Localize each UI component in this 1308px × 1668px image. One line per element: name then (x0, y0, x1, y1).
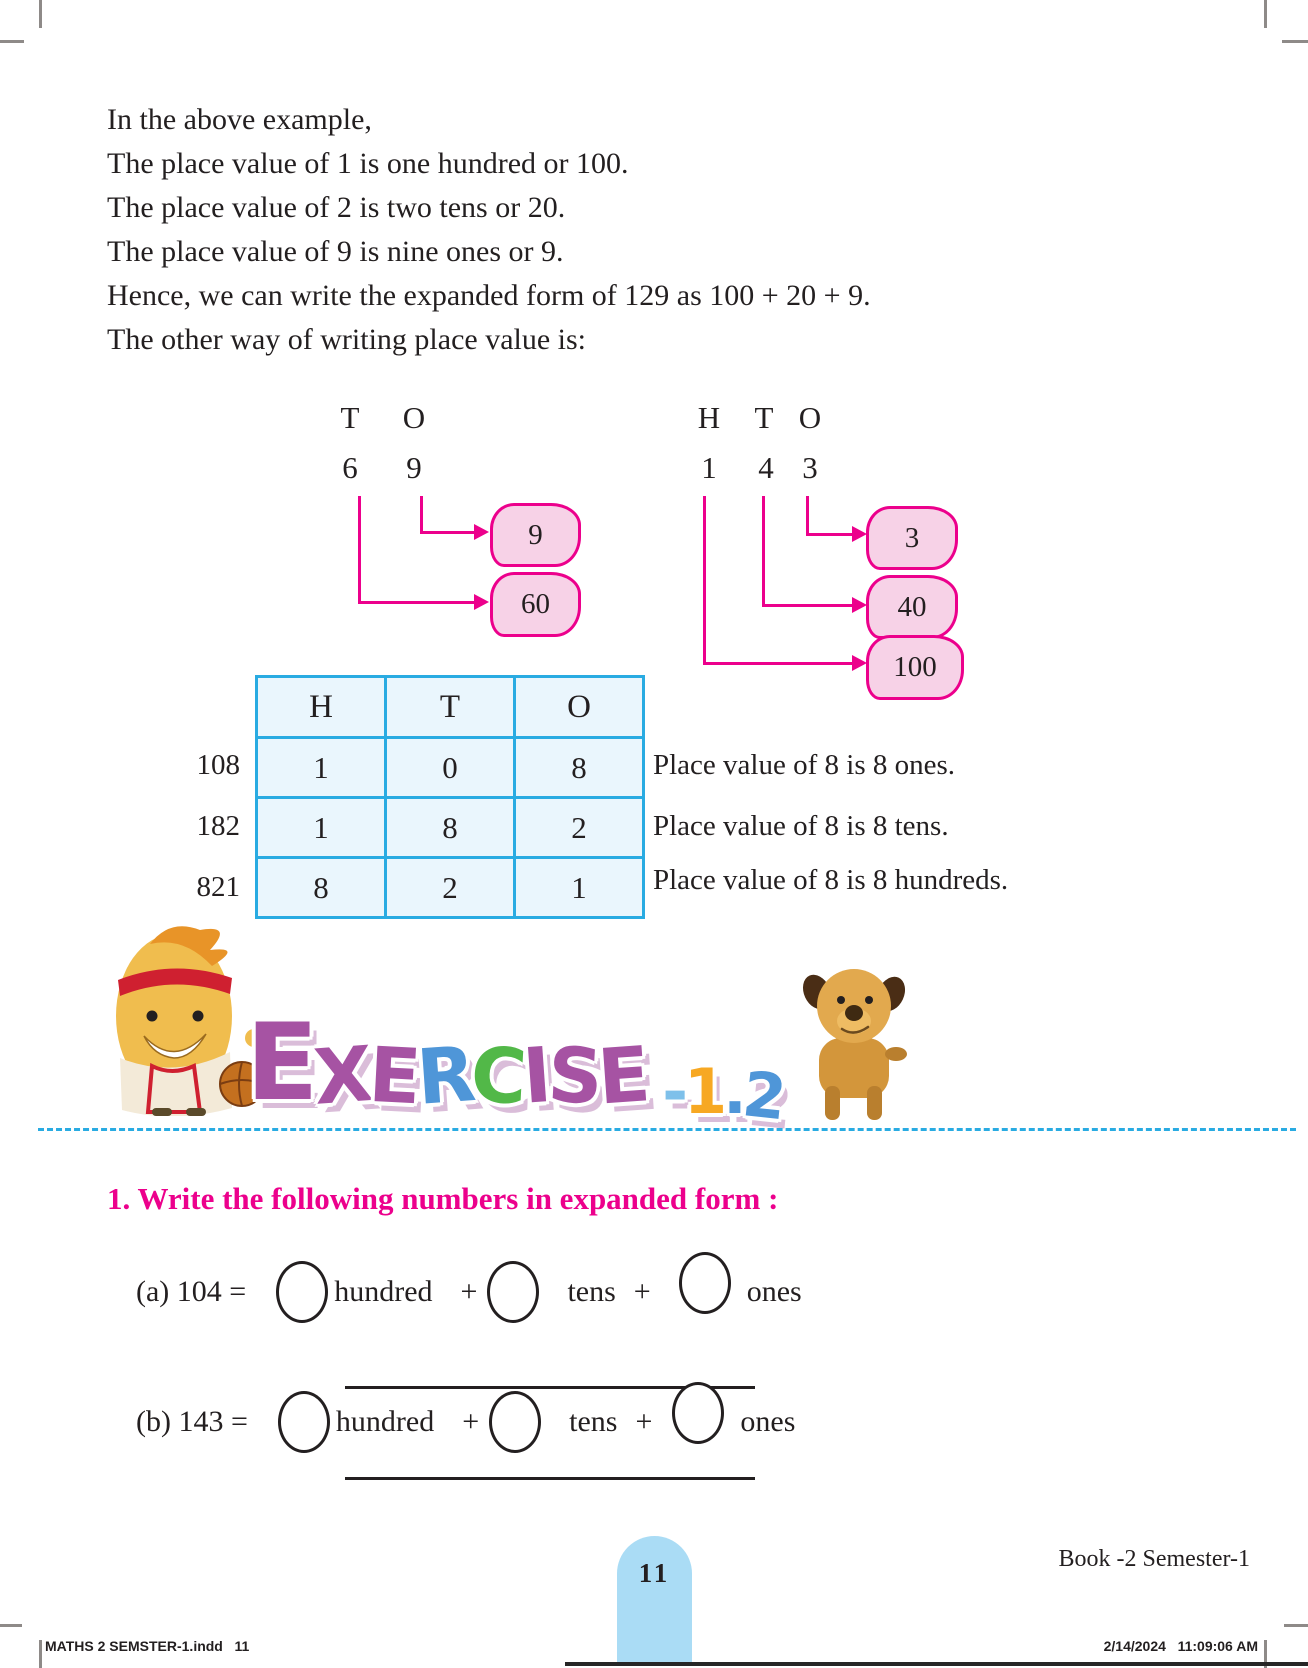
expansion-value: 60 (521, 588, 550, 620)
intro-line: The place value of 1 is one hundred or 100. (107, 147, 629, 180)
unit-label: hundred (334, 1275, 433, 1308)
intro-line: The place value of 2 is two tens or 20. (107, 191, 566, 224)
table-cell: 1 (257, 798, 386, 858)
intro-line: The place value of 9 is nine ones or 9. (107, 235, 564, 268)
place-value-note: Place value of 8 is 8 ones. (653, 749, 956, 781)
crop-mark (0, 40, 24, 43)
hto-digit-ones: 3 (802, 450, 818, 485)
answer-circle-hundreds[interactable] (278, 1391, 330, 1453)
table-cell: 1 (515, 858, 644, 918)
unit-label: ones (746, 1275, 802, 1308)
banner-letter: 2 (738, 1057, 786, 1135)
table-header-cell: T (386, 677, 515, 738)
item-label: (b) 143 = (136, 1405, 248, 1438)
crop-mark (39, 0, 42, 28)
to-digit-ones: 9 (406, 450, 422, 485)
table-cell: 8 (386, 798, 515, 858)
connector-line (703, 662, 856, 665)
banner-letter: E (246, 1000, 315, 1124)
intro-text (107, 98, 871, 362)
arrow-right-icon (852, 655, 867, 671)
mascot-dog (795, 958, 913, 1126)
expansion-value: 3 (904, 521, 920, 554)
banner-letter: C (469, 1029, 526, 1121)
plus-sign: + (635, 1405, 653, 1438)
table-row (257, 858, 644, 918)
connector-line (806, 533, 856, 536)
answer-circle-ones[interactable] (679, 1252, 731, 1314)
unit-label: tens (569, 1405, 618, 1438)
banner-letter: . (723, 1055, 743, 1129)
connector-line (420, 496, 423, 534)
banner-letter: E (366, 1029, 420, 1121)
expansion-bubble (490, 503, 581, 567)
connector-line (762, 496, 765, 607)
plus-sign: + (460, 1275, 478, 1308)
item-label: (a) 104 = (136, 1275, 247, 1308)
banner-letter: S (545, 1029, 601, 1121)
banner-letter: - (662, 1055, 684, 1129)
arrow-right-icon (474, 594, 489, 610)
connector-line (703, 496, 706, 665)
exercise-item-a (136, 1261, 802, 1323)
crop-mark (1264, 0, 1267, 28)
crop-mark (1282, 40, 1308, 43)
connector-line (420, 531, 476, 534)
banner-letter: I (520, 1029, 551, 1121)
connector-line (358, 601, 476, 604)
connector-line (806, 496, 809, 536)
book-title: Book -2 Semester-1 (1058, 1546, 1250, 1572)
unit-label: hundred (335, 1405, 435, 1438)
exercise-item-b (136, 1391, 795, 1453)
table-cell: 2 (515, 798, 644, 858)
page-number-tab (617, 1536, 692, 1662)
section-divider (38, 1128, 1296, 1131)
banner-letter: E (595, 1029, 650, 1122)
hto-header-tens: T (754, 400, 774, 435)
expansion-bubble (866, 575, 958, 639)
table-cell: 1 (257, 738, 386, 798)
banner-letter: 1 (683, 1055, 724, 1129)
answer-circle-hundreds[interactable] (276, 1261, 328, 1323)
page-number: 11 (638, 1558, 671, 1588)
table-row-number: 182 (196, 810, 240, 842)
hto-header-hundreds: H (697, 400, 721, 435)
table-header-cell: H (257, 677, 386, 738)
hto-header-ones: O (798, 400, 822, 435)
place-value-note: Place value of 8 is 8 hundreds. (653, 864, 1009, 896)
print-timestamp: 2/14/2024 11:09:06 AM (1103, 1638, 1258, 1654)
crop-mark (1284, 1624, 1308, 1627)
expansion-bubble (866, 506, 958, 570)
intro-line: The other way of writing place value is: (107, 323, 587, 356)
expansion-value: 9 (528, 518, 543, 551)
to-header-ones: O (402, 400, 426, 435)
print-file-label: MATHS 2 SEMSTER-1.indd 11 (45, 1638, 250, 1654)
table-cell: 8 (515, 738, 644, 798)
expansion-bubble (866, 635, 964, 700)
answer-line[interactable] (345, 1477, 755, 1480)
table-row-number: 108 (196, 749, 240, 781)
expansion-value: 100 (893, 651, 937, 683)
crop-mark (39, 1640, 42, 1668)
arrow-right-icon (852, 526, 867, 542)
answer-circle-ones[interactable] (672, 1382, 724, 1444)
mascot-runner (92, 916, 272, 1116)
hto-digit-tens: 4 (758, 450, 774, 485)
place-value-table (255, 675, 645, 919)
table-cell: 2 (386, 858, 515, 918)
unit-label: ones (740, 1405, 796, 1438)
connector-line (762, 604, 856, 607)
table-row (257, 738, 644, 798)
table-header-row (257, 677, 644, 738)
unit-label: tens (567, 1275, 616, 1308)
table-row (257, 798, 644, 858)
banner-letter: X (311, 1028, 373, 1122)
to-digit-tens: 6 (342, 450, 358, 485)
plus-sign: + (633, 1275, 651, 1308)
place-value-note: Place value of 8 is 8 tens. (653, 810, 949, 842)
exercise-heading: 1. Write the following numbers in expanded form : (107, 1181, 779, 1216)
to-header-tens: T (340, 400, 360, 435)
table-row-number: 821 (196, 871, 240, 903)
table-cell: 8 (257, 858, 386, 918)
crop-mark (0, 1624, 22, 1627)
expansion-value: 40 (897, 590, 927, 623)
answer-circle-tens[interactable] (487, 1261, 539, 1323)
bottom-edge-rule (565, 1662, 1308, 1666)
plus-sign: + (462, 1405, 480, 1438)
arrow-right-icon (852, 597, 867, 613)
intro-line: In the above example, (107, 103, 372, 136)
answer-circle-tens[interactable] (489, 1391, 541, 1453)
exercise-banner-title (246, 986, 786, 1135)
connector-line (358, 496, 361, 604)
arrow-right-icon (474, 524, 489, 540)
banner-letter: R (413, 1028, 475, 1122)
intro-line: Hence, we can write the expanded form of 129 as 100 + 20 + 9. (107, 279, 871, 312)
expansion-bubble (490, 572, 581, 637)
hto-digit-hundreds: 1 (701, 450, 717, 485)
table-cell: 0 (386, 738, 515, 798)
table-header-cell: O (515, 677, 644, 738)
